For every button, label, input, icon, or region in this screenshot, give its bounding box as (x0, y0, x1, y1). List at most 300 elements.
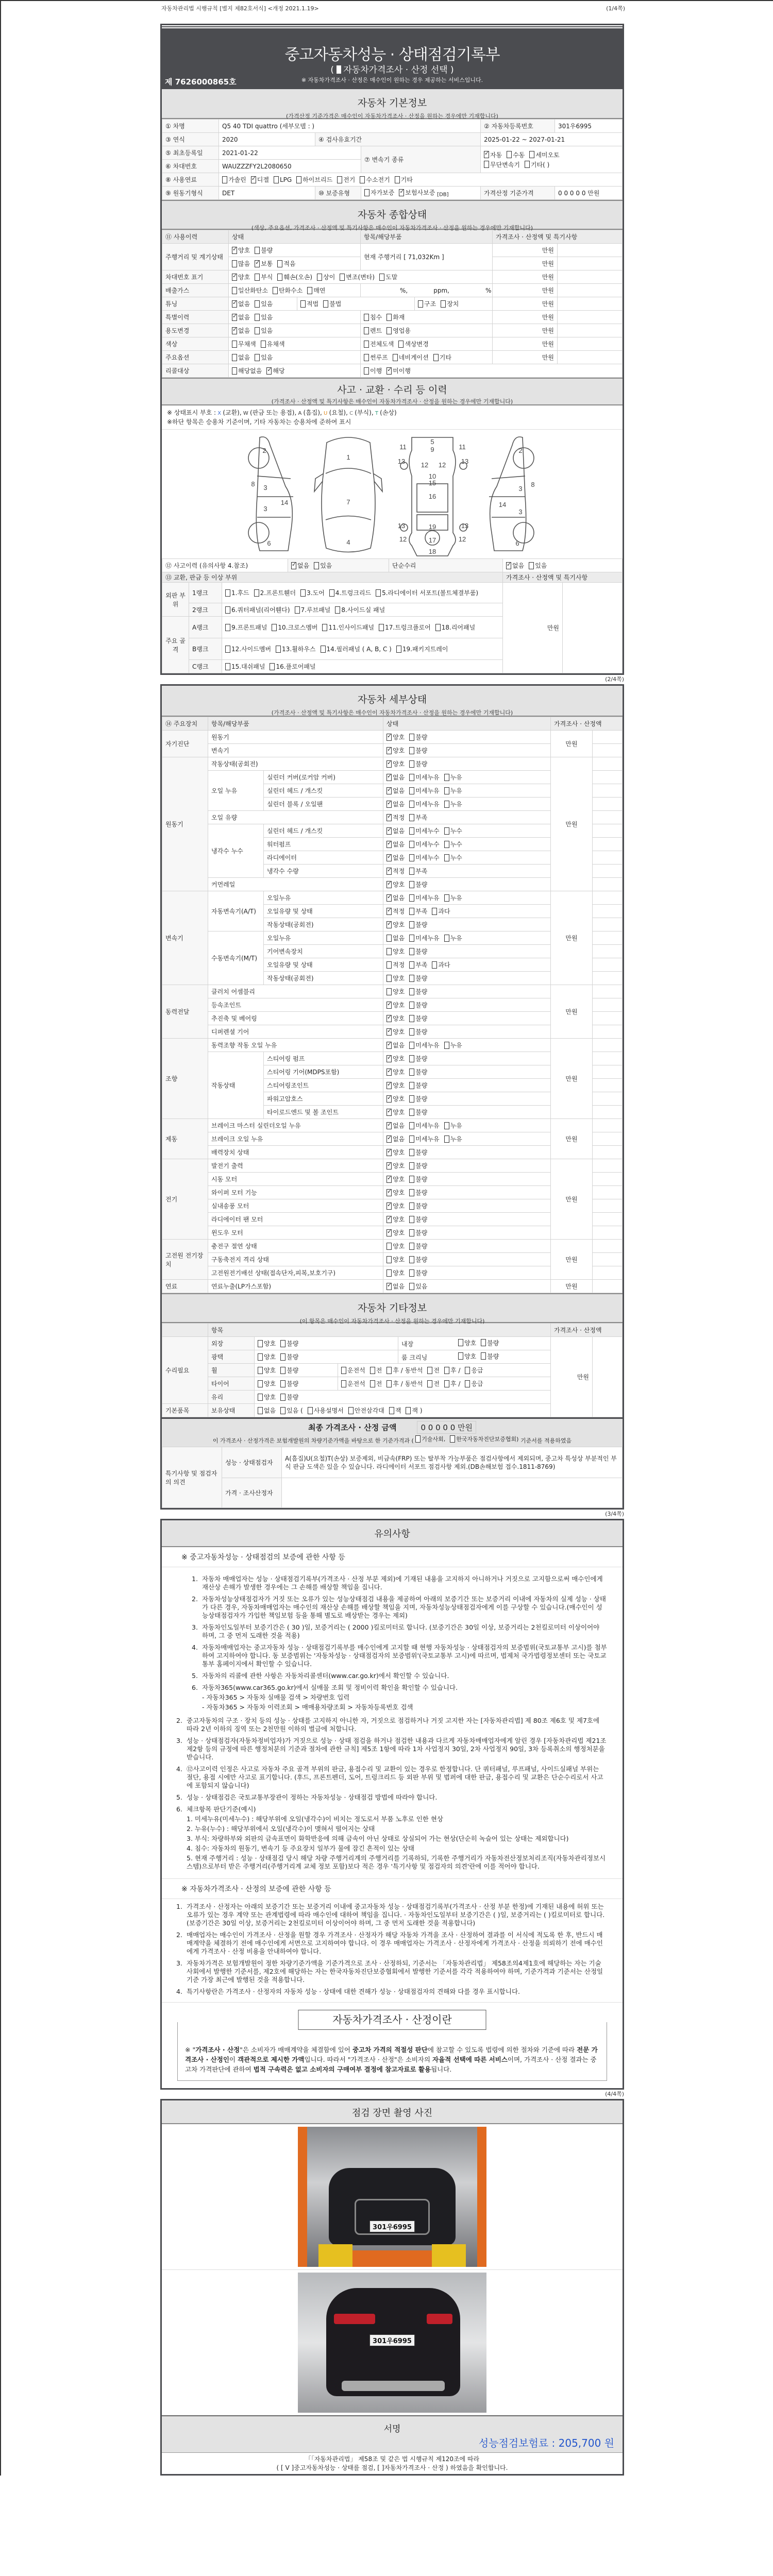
checkbox[interactable] (386, 1069, 392, 1076)
checkbox-option[interactable] (409, 893, 439, 902)
checkbox-option[interactable] (386, 920, 405, 929)
checkbox-option[interactable] (409, 1067, 427, 1076)
price-unit[interactable]: 만원 (493, 324, 558, 337)
checkbox[interactable] (300, 589, 306, 597)
checkbox-option[interactable] (307, 286, 325, 295)
checkbox-option[interactable] (364, 326, 382, 335)
checkbox-option[interactable] (465, 1379, 483, 1388)
checkbox-option[interactable] (232, 326, 250, 335)
remark-cell[interactable] (593, 1106, 623, 1119)
checkbox-option[interactable] (364, 340, 394, 348)
remark-cell[interactable] (558, 244, 623, 257)
checkbox[interactable] (258, 1394, 263, 1401)
checkbox-option[interactable] (409, 1242, 427, 1250)
checkbox[interactable] (409, 787, 414, 794)
price-unit[interactable]: 만원 (503, 583, 563, 673)
price-unit[interactable]: 만원 (551, 891, 593, 985)
checkbox-option[interactable] (370, 1379, 382, 1388)
checkbox[interactable] (225, 663, 230, 670)
price-unit[interactable]: 만원 (551, 1337, 593, 1417)
remark-cell[interactable] (593, 1012, 623, 1025)
checkbox[interactable] (386, 1082, 392, 1089)
checkbox-option[interactable] (258, 1339, 276, 1348)
checkbox[interactable] (409, 1269, 414, 1277)
checkbox-option[interactable] (255, 353, 273, 362)
checkbox[interactable] (270, 663, 275, 670)
checkbox-option[interactable] (255, 326, 273, 335)
checkbox-option[interactable] (444, 1134, 462, 1143)
remark-cell[interactable] (593, 878, 623, 891)
checkbox[interactable] (398, 341, 404, 348)
checkbox-option[interactable] (386, 1027, 405, 1036)
checkbox[interactable] (507, 151, 512, 158)
checkbox-option[interactable] (386, 1054, 405, 1063)
checkbox-option[interactable] (409, 800, 439, 808)
checkbox-option[interactable] (225, 605, 290, 614)
checkbox-option[interactable] (386, 759, 405, 768)
checkbox[interactable] (386, 774, 392, 781)
checkbox[interactable] (255, 247, 260, 254)
remark-cell[interactable] (593, 905, 623, 918)
checkbox-option[interactable] (389, 1406, 401, 1415)
remark-cell[interactable] (593, 972, 623, 985)
checkbox-option[interactable] (386, 1242, 405, 1250)
price-unit[interactable]: 만원 (493, 257, 558, 270)
checkbox[interactable] (379, 274, 384, 281)
checkbox-option[interactable] (409, 1041, 439, 1049)
checkbox[interactable] (409, 1055, 414, 1062)
checkbox[interactable] (386, 814, 392, 821)
checkbox[interactable] (225, 646, 230, 653)
checkbox-option[interactable] (225, 645, 271, 653)
checkbox-option[interactable] (444, 1379, 460, 1388)
remark-cell[interactable] (593, 1240, 623, 1253)
remark-cell[interactable] (558, 297, 623, 311)
checkbox-option[interactable] (280, 1379, 298, 1388)
checkbox-option[interactable] (444, 934, 462, 942)
checkbox[interactable] (254, 589, 259, 597)
checkbox-option[interactable] (450, 1435, 518, 1443)
checkbox[interactable] (409, 827, 414, 835)
checkbox-option[interactable] (386, 1366, 423, 1375)
checkbox-option[interactable] (386, 867, 405, 875)
remark-cell[interactable] (593, 798, 623, 811)
checkbox-option[interactable] (258, 1352, 276, 1361)
checkbox[interactable] (409, 1015, 414, 1022)
checkbox-option[interactable] (317, 273, 335, 281)
remark-cell[interactable] (593, 1079, 623, 1092)
checkbox[interactable] (409, 948, 414, 955)
remark-cell[interactable] (593, 1119, 623, 1132)
remark-cell[interactable] (593, 1173, 623, 1186)
checkbox-option[interactable] (322, 623, 374, 632)
checkbox-option[interactable] (276, 645, 315, 653)
checkbox-option[interactable] (225, 588, 249, 597)
checkbox-option[interactable] (280, 1339, 298, 1348)
checkbox[interactable] (409, 814, 414, 821)
checkbox-option[interactable] (321, 645, 392, 653)
checkbox[interactable] (364, 367, 369, 375)
checkbox[interactable] (409, 1256, 414, 1263)
checkbox-option[interactable] (255, 299, 273, 308)
checkbox[interactable] (481, 1339, 486, 1346)
checkbox[interactable] (389, 1407, 394, 1414)
checkbox-option[interactable] (409, 1268, 427, 1277)
checkbox-option[interactable] (386, 947, 405, 956)
checkbox-option[interactable] (398, 340, 428, 348)
checkbox[interactable] (232, 287, 237, 294)
checkbox-option[interactable] (444, 800, 462, 808)
checkbox[interactable] (255, 354, 260, 361)
checkbox-option[interactable] (406, 1406, 422, 1415)
checkbox-option[interactable] (274, 176, 292, 183)
checkbox-option[interactable] (409, 1255, 427, 1264)
checkbox-option[interactable] (444, 773, 462, 782)
checkbox-option[interactable] (232, 246, 250, 255)
checkbox-option[interactable] (386, 1108, 405, 1116)
checkbox[interactable] (444, 1042, 449, 1049)
checkbox-option[interactable] (364, 353, 388, 362)
checkbox-option[interactable] (386, 853, 405, 862)
checkbox[interactable] (360, 176, 365, 183)
checkbox[interactable] (409, 1176, 414, 1183)
checkbox[interactable] (409, 1069, 414, 1076)
checkbox[interactable] (376, 589, 381, 597)
checkbox[interactable] (444, 1136, 449, 1143)
remark-cell[interactable] (593, 1186, 623, 1199)
checkbox[interactable] (379, 624, 384, 631)
checkbox-option[interactable] (273, 286, 303, 295)
checkbox-option[interactable] (386, 813, 405, 822)
checkbox[interactable] (386, 1202, 392, 1210)
checkbox[interactable] (225, 606, 230, 614)
checkbox[interactable] (308, 1407, 313, 1414)
checkbox[interactable] (232, 247, 237, 254)
checkbox-option[interactable] (329, 588, 371, 597)
checkbox[interactable] (335, 606, 340, 614)
checkbox[interactable] (444, 854, 449, 861)
checkbox[interactable] (506, 562, 511, 569)
checkbox[interactable] (433, 354, 439, 361)
checkbox[interactable] (386, 1283, 392, 1290)
checkbox-option[interactable] (222, 175, 246, 184)
checkbox-option[interactable] (258, 1366, 276, 1375)
price-unit[interactable]: 만원 (493, 311, 558, 324)
checkbox-option[interactable] (370, 1366, 382, 1375)
remark-cell[interactable] (593, 958, 623, 972)
checkbox-option[interactable] (280, 1352, 298, 1361)
checkbox-option[interactable] (409, 786, 439, 795)
checkbox[interactable] (364, 314, 369, 321)
checkbox-option[interactable] (409, 920, 427, 929)
checkbox[interactable] (432, 961, 437, 969)
checkbox[interactable] (386, 841, 392, 848)
checkbox[interactable] (409, 975, 414, 982)
checkbox[interactable] (314, 562, 319, 569)
checkbox-option[interactable] (409, 1228, 427, 1237)
checkbox-option[interactable] (432, 907, 450, 916)
remark-cell[interactable] (593, 744, 623, 757)
checkbox[interactable] (232, 354, 237, 361)
checkbox[interactable] (266, 367, 272, 375)
checkbox[interactable] (296, 176, 301, 183)
checkbox[interactable] (258, 1340, 263, 1347)
checkbox[interactable] (321, 646, 326, 653)
checkbox-option[interactable] (386, 786, 405, 795)
checkbox-option[interactable] (386, 366, 411, 375)
remark-cell[interactable] (593, 1226, 623, 1240)
checkbox[interactable] (529, 151, 534, 158)
remark-cell[interactable] (593, 1052, 623, 1065)
checkbox-option[interactable] (386, 907, 405, 916)
checkbox[interactable] (409, 1082, 414, 1089)
checkbox-option[interactable] (364, 366, 382, 375)
checkbox-option[interactable] (409, 826, 439, 835)
checkbox[interactable] (386, 1002, 392, 1009)
checkbox[interactable] (295, 606, 300, 614)
checkbox[interactable] (329, 589, 334, 597)
checkbox-option[interactable] (465, 1366, 483, 1375)
remark-cell[interactable] (593, 784, 623, 798)
price-unit[interactable]: 만원 (551, 985, 593, 1039)
checkbox[interactable] (251, 176, 256, 183)
price-unit[interactable]: 만원 (493, 337, 558, 351)
checkbox[interactable] (386, 1136, 392, 1143)
checkbox[interactable] (444, 894, 449, 902)
checkbox-option[interactable] (525, 160, 549, 169)
checkbox[interactable] (274, 176, 279, 183)
price-unit[interactable]: 만원 (551, 1280, 593, 1293)
checkbox[interactable] (386, 1055, 392, 1062)
checkbox[interactable] (458, 1339, 463, 1346)
checkbox-option[interactable] (395, 175, 413, 184)
checkbox-option[interactable] (507, 150, 525, 159)
checkbox-option[interactable] (300, 299, 318, 308)
checkbox[interactable] (409, 1229, 414, 1236)
checkbox-option[interactable] (341, 1379, 365, 1388)
checkbox-option[interactable] (232, 273, 250, 281)
checkbox[interactable] (276, 646, 281, 653)
checkbox[interactable] (386, 868, 392, 875)
checkbox[interactable] (273, 287, 278, 294)
price-unit[interactable]: 만원 (551, 1240, 593, 1280)
checkbox[interactable] (255, 300, 260, 308)
checkbox-option[interactable] (409, 907, 427, 916)
checkbox-option[interactable] (308, 1406, 344, 1415)
checkbox[interactable] (261, 341, 266, 348)
checkbox[interactable] (232, 314, 237, 321)
remark-cell[interactable] (593, 771, 623, 784)
remark-cell[interactable] (593, 1213, 623, 1226)
checkbox[interactable] (337, 176, 342, 183)
checkbox-option[interactable] (415, 1435, 445, 1443)
checkbox-option[interactable] (409, 1081, 427, 1090)
checkbox-option[interactable] (409, 1282, 427, 1291)
checkbox-option[interactable] (444, 826, 462, 835)
checkbox[interactable] (258, 1353, 263, 1361)
checkbox-option[interactable] (386, 1081, 405, 1090)
checkbox-option[interactable] (291, 561, 309, 570)
checkbox-option[interactable] (232, 259, 250, 268)
checkbox[interactable] (300, 300, 306, 308)
remark-cell[interactable] (593, 757, 623, 771)
remark-cell[interactable] (593, 1159, 623, 1173)
remark-cell[interactable] (593, 945, 623, 958)
checkbox-option[interactable] (386, 1094, 405, 1103)
checkbox-option[interactable] (441, 299, 459, 308)
checkbox-option[interactable] (433, 353, 451, 362)
checkbox[interactable] (232, 260, 237, 267)
checkbox-option[interactable] (409, 1161, 427, 1170)
checkbox[interactable] (444, 1122, 449, 1129)
checkbox-option[interactable] (409, 947, 427, 956)
checkbox-option[interactable] (409, 746, 427, 755)
checkbox[interactable] (409, 1002, 414, 1009)
checkbox-option[interactable] (409, 934, 439, 942)
checkbox-option[interactable] (409, 1001, 427, 1009)
checkbox-option[interactable] (340, 273, 375, 281)
checkbox-option[interactable] (435, 623, 475, 632)
checkbox-option[interactable] (270, 662, 315, 671)
checkbox-option[interactable] (386, 987, 405, 996)
remark-cell[interactable] (558, 311, 623, 324)
checkbox[interactable] (409, 774, 414, 781)
checkbox[interactable] (409, 1149, 414, 1156)
checkbox[interactable] (280, 1380, 285, 1387)
checkbox-option[interactable] (296, 175, 332, 184)
checkbox[interactable] (409, 961, 414, 969)
checkbox-option[interactable] (255, 246, 273, 255)
checkbox-option[interactable] (409, 1121, 439, 1130)
checkbox[interactable] (341, 1380, 346, 1387)
remark-cell[interactable] (593, 931, 623, 945)
checkbox[interactable] (255, 314, 260, 321)
remark-cell[interactable] (593, 891, 623, 905)
checkbox-option[interactable] (255, 313, 273, 321)
checkbox[interactable] (386, 1189, 392, 1196)
checkbox[interactable] (444, 935, 449, 942)
checkbox[interactable] (386, 827, 392, 835)
checkbox[interactable] (409, 1109, 414, 1116)
checkbox[interactable] (444, 841, 449, 848)
checkbox-option[interactable] (364, 313, 382, 321)
checkbox[interactable] (322, 624, 327, 631)
checkbox-option[interactable] (232, 366, 262, 375)
checkbox[interactable] (386, 1149, 392, 1156)
checkbox-option[interactable] (409, 1027, 427, 1036)
checkbox[interactable] (432, 908, 437, 915)
checkbox-option[interactable] (409, 880, 427, 889)
checkbox-option[interactable] (481, 1338, 499, 1347)
checkbox-option[interactable] (277, 273, 312, 281)
checkbox[interactable] (409, 988, 414, 995)
checkbox[interactable] (409, 841, 414, 848)
checkbox[interactable] (441, 300, 446, 308)
checkbox-option[interactable] (432, 960, 450, 969)
checkbox[interactable] (427, 1367, 432, 1374)
checkbox[interactable] (406, 1407, 411, 1414)
checkbox[interactable] (393, 354, 398, 361)
checkbox-option[interactable] (409, 960, 427, 969)
checkbox-option[interactable] (409, 840, 439, 849)
checkbox[interactable] (465, 1367, 470, 1374)
checkbox[interactable] (280, 1367, 285, 1374)
checkbox[interactable] (272, 624, 277, 631)
checkbox[interactable] (232, 367, 237, 375)
checkbox[interactable] (386, 894, 392, 902)
checkbox-option[interactable] (386, 1175, 405, 1183)
checkbox-option[interactable] (386, 733, 405, 741)
checkbox-option[interactable] (386, 1041, 405, 1049)
checkbox[interactable] (323, 300, 328, 308)
checkbox-option[interactable] (484, 160, 520, 169)
checkbox-option[interactable] (251, 175, 269, 184)
checkbox[interactable] (364, 354, 369, 361)
checkbox[interactable] (386, 948, 392, 955)
checkbox-option[interactable] (232, 286, 268, 295)
checkbox[interactable] (409, 1283, 414, 1290)
checkbox[interactable] (409, 801, 414, 808)
checkbox-option[interactable] (409, 813, 427, 822)
price-unit[interactable]: 만원 (551, 757, 593, 891)
checkbox-option[interactable] (225, 662, 265, 671)
checkbox-option[interactable] (409, 867, 427, 875)
checkbox-option[interactable] (386, 1067, 405, 1076)
checkbox-option[interactable] (232, 340, 256, 348)
checkbox[interactable] (484, 161, 489, 168)
remark-cell[interactable] (593, 1280, 623, 1293)
checkbox[interactable] (444, 787, 449, 794)
checkbox[interactable] (225, 589, 230, 597)
checkbox[interactable] (386, 1028, 392, 1036)
checkbox[interactable] (386, 1243, 392, 1250)
checkbox[interactable] (386, 1269, 392, 1277)
remark-cell[interactable] (593, 865, 623, 878)
checkbox-option[interactable] (458, 1338, 476, 1347)
checkbox-option[interactable] (409, 1148, 427, 1157)
checkbox-option[interactable] (386, 1148, 405, 1157)
checkbox-option[interactable] (444, 1366, 460, 1375)
checkbox-option[interactable] (386, 1268, 405, 1277)
checkbox-option[interactable] (386, 1379, 423, 1388)
checkbox[interactable] (409, 760, 414, 768)
checkbox-option[interactable] (386, 746, 405, 755)
price-unit[interactable]: 만원 (551, 1159, 593, 1240)
checkbox[interactable] (386, 935, 392, 942)
remark-cell[interactable] (593, 731, 623, 744)
checkbox[interactable] (341, 1367, 346, 1374)
remark-cell[interactable] (593, 851, 623, 865)
checkbox-option[interactable] (444, 1041, 462, 1049)
checkbox-option[interactable] (409, 987, 427, 996)
checkbox[interactable] (409, 881, 414, 888)
checkbox[interactable] (386, 1229, 392, 1236)
checkbox[interactable] (458, 1352, 463, 1360)
checkbox-option[interactable] (409, 1215, 427, 1224)
checkbox[interactable] (232, 274, 237, 281)
checkbox-option[interactable] (386, 880, 405, 889)
remark-cell[interactable] (558, 284, 623, 297)
checkbox[interactable] (450, 1435, 455, 1443)
checkbox-option[interactable] (409, 853, 439, 862)
remark-cell[interactable] (593, 811, 623, 824)
checkbox-option[interactable] (393, 353, 429, 362)
checkbox[interactable] (409, 908, 414, 915)
checkbox-option[interactable] (427, 1379, 440, 1388)
checkbox-option[interactable] (258, 1406, 276, 1415)
checkbox[interactable] (409, 1162, 414, 1170)
checkbox-option[interactable] (280, 1366, 298, 1375)
